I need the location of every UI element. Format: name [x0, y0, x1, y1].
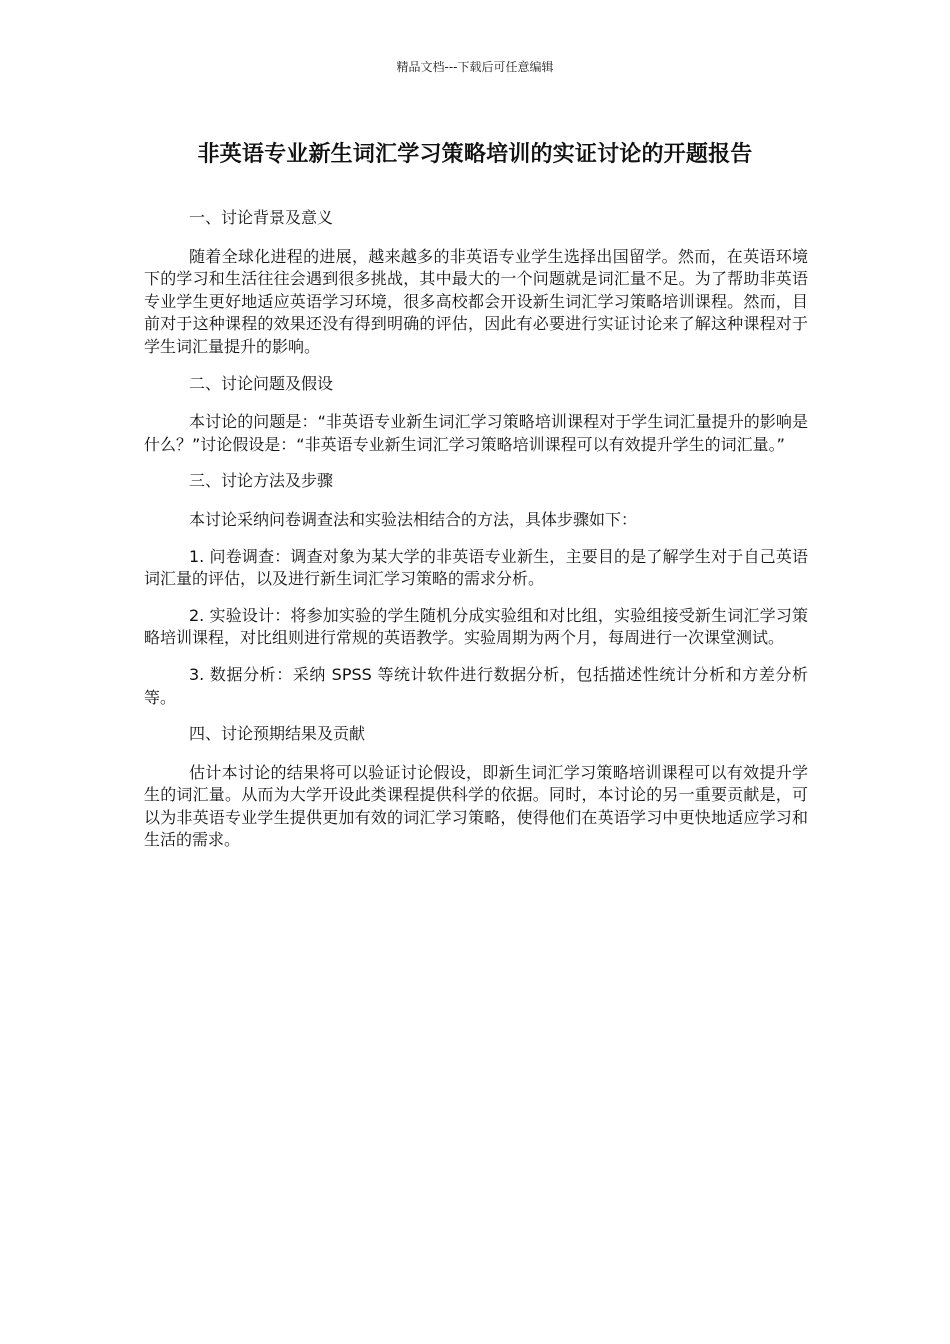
document-body: [144, 207, 808, 866]
paragraph-step-experiment: 2. 实验设计：将参加实验的学生随机分成实验组和对比组，实验组接受新生词汇学习策略培训课程，对比组则进行常规的英语教学。实验周期为两个月，每周进行一次课堂测试。: [144, 605, 808, 648]
paragraph-results: 估计本讨论的结果将可以验证讨论假设，即新生词汇学习策略培训课程可以有效提升学生的词汇量。从而为大学开设此类课程提供科学的依据。同时，本讨论的另一重要贡献是，可以为非英语专业学生提供更加有效的词汇学习策略，使得他们在英语学习中更快地适应学习和生活的需求。: [144, 762, 808, 850]
paragraph-methods-intro: 本讨论采纳问卷调查法和实验法相结合的方法，具体步骤如下：: [189, 509, 638, 529]
paragraph-step-survey: 1. 问卷调查：调查对象为某大学的非英语专业新生，主要目的是了解学生对于自己英语词汇量的评估，以及进行新生词汇学习策略的需求分析。: [144, 546, 808, 589]
section-heading-results: 四、讨论预期结果及贡献: [189, 724, 366, 744]
header-note: 精品文档---下载后可任意编辑: [396, 60, 554, 74]
paragraph-questions: 本讨论的问题是：“非英语专业新生词汇学习策略培训课程对于学生词汇量提升的影响是什么？”讨论假设是：“非英语专业新生词汇学习策略培训课程可以有效提升学生的词汇量。”: [144, 412, 808, 454]
paragraph-step-analysis: 3. 数据分析：采纳 SPSS 等统计软件进行数据分析，包括描述性统计分析和方差分析等。: [144, 664, 808, 707]
paragraph-background: 随着全球化进程的进展，越来越多的非英语专业学生选择出国留学。然而，在英语环境下的学习和生活往往会遇到很多挑战，其中最大的一个问题就是词汇量不足。为了帮助非英语专业学生更好地适应英语学习环境，很多高校都会开设新生词汇学习策略培训课程。然而，目前对于这种课程的效果还没有得到明确的评估，因此有必要进行实证讨论来了解这种课程对于学生词汇量提升的影响。: [144, 246, 808, 356]
document-title: 非英语专业新生词汇学习策略培训的实证讨论的开题报告: [197, 142, 753, 167]
section-heading-questions: 二、讨论问题及假设: [189, 373, 334, 393]
section-heading-methods: 三、讨论方法及步骤: [189, 471, 334, 491]
section-heading-background: 一、讨论背景及意义: [189, 208, 334, 227]
